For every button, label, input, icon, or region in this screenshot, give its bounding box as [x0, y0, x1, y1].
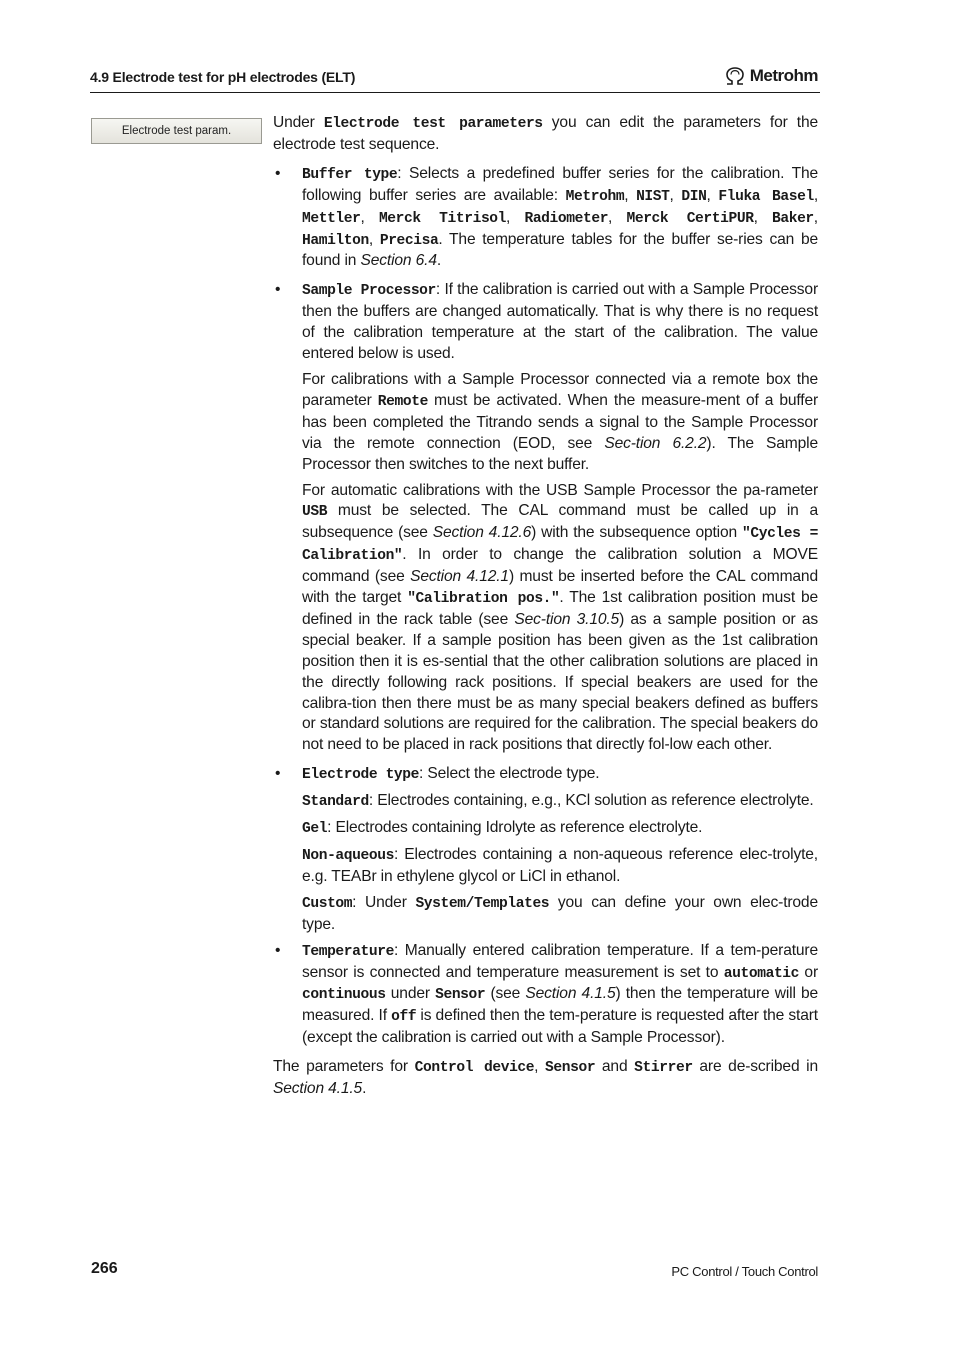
param-name: Electrode test parameters	[323, 116, 543, 132]
param-name: Electrode type	[302, 767, 420, 784]
param-name: Buffer type	[302, 166, 398, 183]
list-item-sample-processor: • Sample Processor: If the calibration is carried out with a Sample Processor then the buffers are changed automatically. That is why there is no request of the calibration temperature at the start of the calibration. The value entered below is used.	[275, 281, 818, 363]
bullet: •	[275, 281, 281, 299]
usb-paragraph: For automatic calibrations with the USB Sample Processor the pa-rameter USB must be selected. The CAL command must be called up in a subsequence (see Section 4.12.6) with the subsequence option "Cycles = Calibration". In order to change the calibration solution a MOVE command (see Section 4.12.1) must be inserted before the CAL command with the target "Calibration pos.". The 1st calibration position must be defined in the rack table (see Sec-tion 3.10.5) as a sample position or as special beaker. If a sample position has been given as the 1st calibration position then it is es-sential that the other calibration solutions are placed in the directly following rack positions. If special beakers are used for the calibra-tion then there must be as many special beakers defined as buffers or standard solutions are required for the calibration. The special beakers do not need to be placed in rack positions that directly fol-low each other.	[302, 481, 818, 754]
remote-paragraph: For calibrations with a Sample Processor connected via a remote box the parameter Remote must be activated. When the measure-ment of a buffer has been completed the Titrando sends a signal to the Sample Processor via the remote connection (EOD, see Sec-tion 6.2.2). The Sample Processor then switches to the next buffer.	[302, 370, 819, 473]
main-content	[273, 113, 818, 1105]
closing-paragraph: The parameters for Control device, Sensor and Stirrer are de-scribed in Section 4.1.5.	[273, 1058, 819, 1098]
metrohm-omega-icon	[724, 66, 746, 86]
electrode-option-non-aqueous: Non-aqueous: Electrodes containing a non-aqueous reference elec-trolyte, e.g. TEABr in ethylene glycol or LiCl in ethanol.	[302, 846, 818, 885]
section-reference: Sec-tion 6.2.2	[604, 434, 707, 452]
param-name: Temperature	[302, 943, 394, 960]
footer-doc-title: PC Control / Touch Control	[671, 1264, 818, 1279]
logo-text: Metrohm	[749, 66, 818, 85]
param-name: Sample Processor	[302, 283, 436, 300]
page-number: 266	[91, 1260, 118, 1277]
section-reference: Section 4.12.1	[410, 568, 509, 586]
electrode-option-gel: Gel: Electrodes containing Idrolyte as reference electrolyte.	[302, 819, 703, 838]
electrode-option-standard: Standard: Electrodes containing, e.g., KCl solution as reference electrolyte.	[302, 792, 814, 811]
metrohm-logo	[724, 64, 818, 88]
section-reference: Section 4.12.6	[432, 524, 532, 542]
intro-paragraph: Under Electrode test parameters you can edit the parameters for the electrode test sequence.	[273, 114, 818, 153]
bullet: •	[275, 164, 281, 182]
electrode-test-param-button[interactable]: Electrode test param.	[91, 118, 262, 144]
section-reference: Sec-tion 3.10.5	[514, 610, 620, 628]
section-title: 4.9 Electrode test for pH electrodes (ELT)	[90, 69, 356, 85]
bullet: •	[275, 941, 281, 959]
section-reference: Section 4.1.5	[525, 985, 616, 1003]
electrode-option-custom: Custom: Under System/Templates you can define your own elec-trode type.	[302, 893, 818, 933]
bullet: •	[275, 765, 281, 783]
page-header	[90, 64, 820, 93]
section-reference: Section 4.1.5	[273, 1080, 363, 1098]
list-item-temperature: • Temperature: Manually entered calibration temperature. If a tem-perature sensor is connected and temperature measurement is set to automatic or continuous under Sensor (see Section 4.1.5) then the temperature will be measured. If off is defined then the tem-perature is requested after the start (except the calibration is carried out with a Sample Processor).	[275, 941, 818, 1047]
list-item-buffer-type: • Buffer type: Selects a predefined buffer series for the calibration. The following buffer series are available: Metrohm, NIST, DIN, Fluka Basel, Mettler, Merck Titrisol, Radiometer, Merck CertiPUR, Baker, Hamilton, Precisa. The temperature tables for the buffer se-ries can be found in Section 6.4.	[275, 164, 819, 270]
list-item-electrode-type: • Electrode type: Select the electrode type.	[275, 765, 600, 784]
section-reference: Section 6.4	[360, 252, 437, 270]
